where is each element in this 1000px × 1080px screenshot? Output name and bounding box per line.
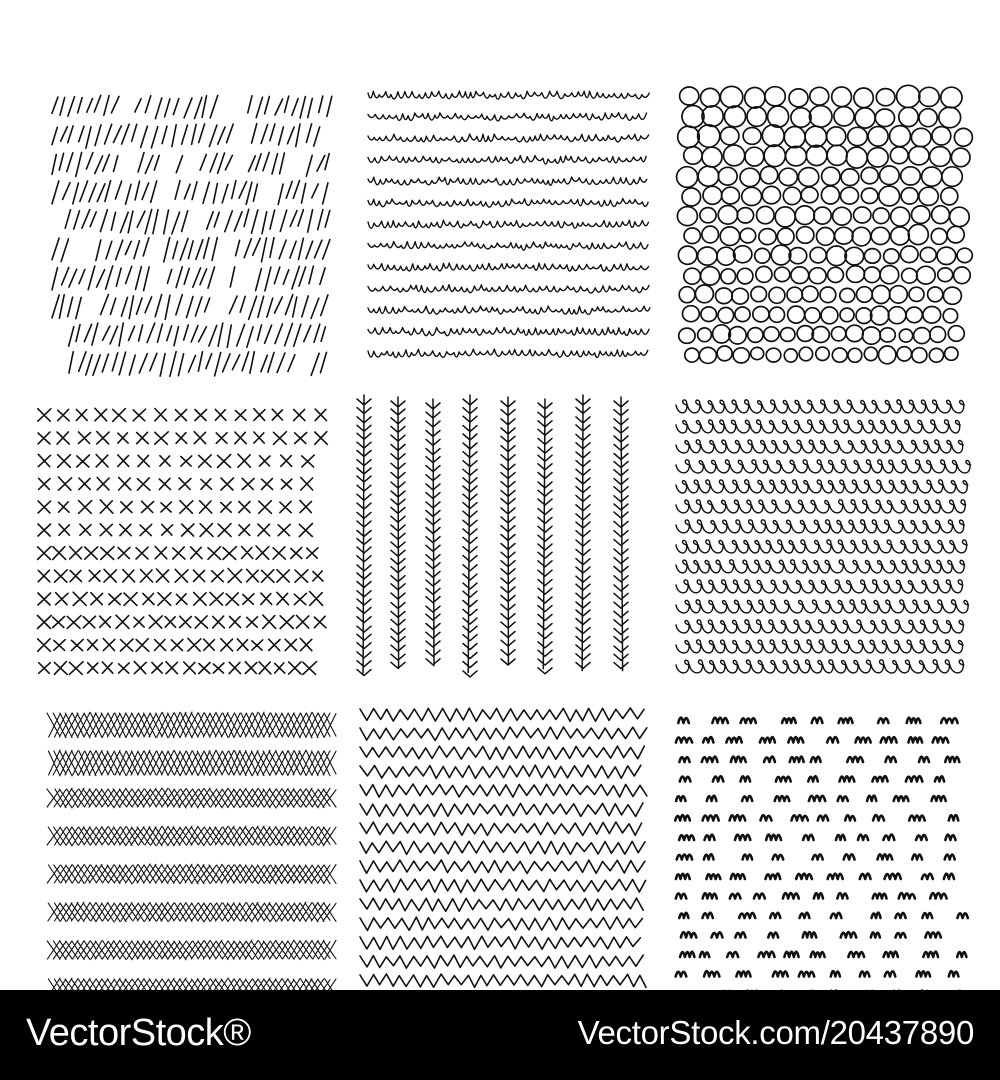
scalloped-fringe-texture bbox=[368, 91, 650, 357]
x-marks-texture bbox=[38, 408, 328, 674]
watermark-id: VectorStock.com/20437890 bbox=[577, 1014, 974, 1051]
watermark-brand: VectorStock® bbox=[26, 1012, 251, 1054]
chevron-columns-texture bbox=[357, 395, 628, 677]
watermark-bar bbox=[0, 990, 1000, 1080]
zigzag-rows-texture bbox=[360, 708, 647, 987]
crosshatch-bands-texture bbox=[47, 712, 336, 998]
m-squiggles-texture bbox=[675, 718, 968, 996]
circles-texture bbox=[677, 85, 973, 364]
slanted-dashes-texture bbox=[52, 95, 332, 376]
loop-waves-texture bbox=[676, 400, 971, 673]
